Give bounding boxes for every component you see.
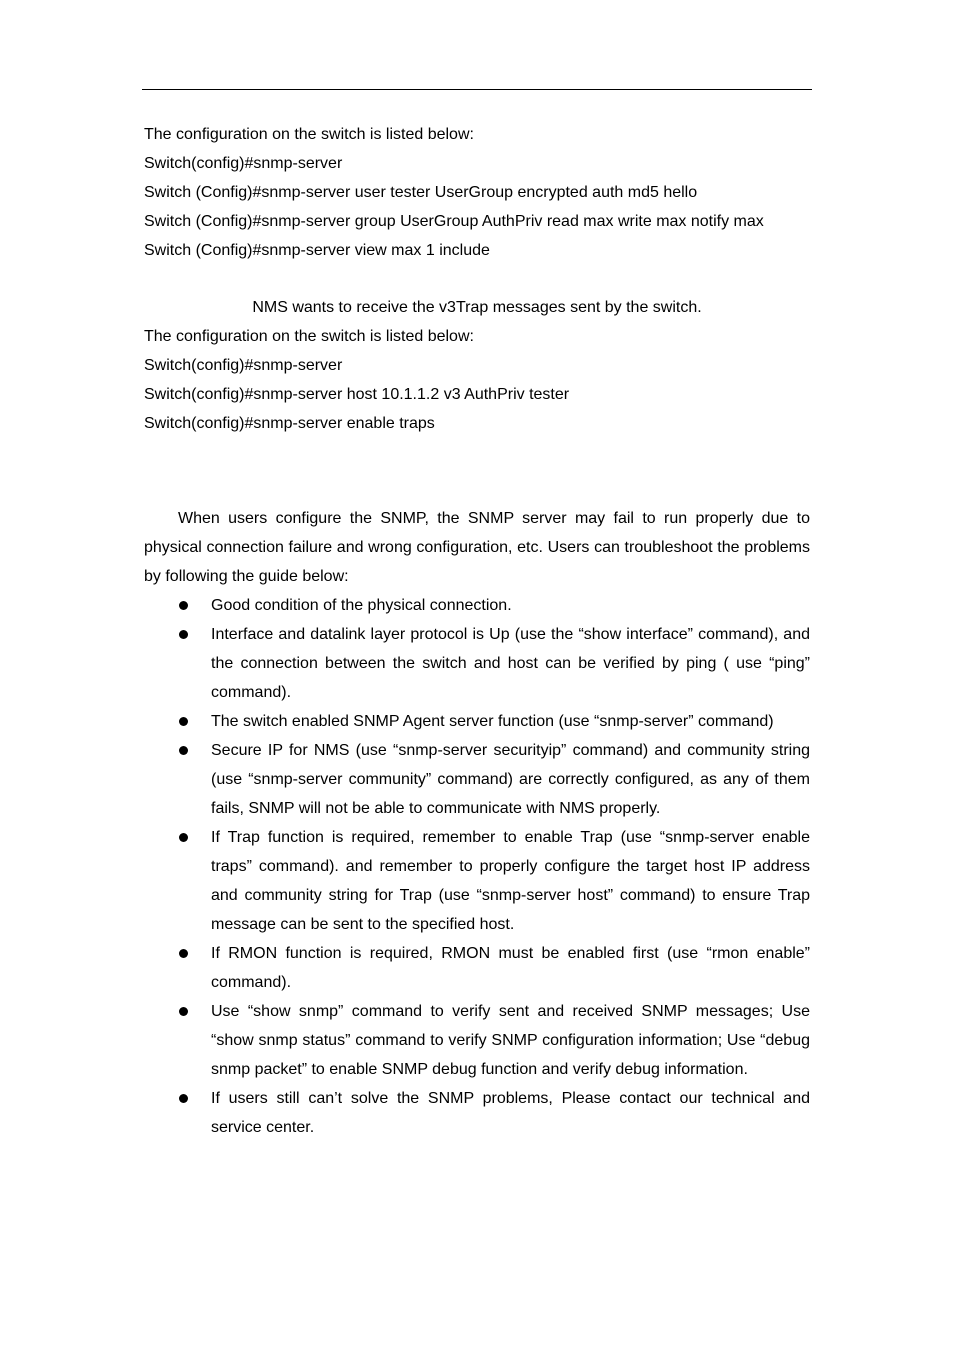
list-item-text: If RMON function is required, RMON must be enabled first (use “rmon enable” command).: [211, 945, 810, 991]
troubleshooting-list: [144, 591, 810, 1142]
spacer: [144, 265, 810, 293]
bullet-icon: [179, 630, 188, 639]
list-item: [144, 823, 810, 939]
config-line: Switch(config)#snmp-server: [144, 155, 343, 172]
config-line: Switch(config)#snmp-server host 10.1.1.2 v3 AuthPriv tester: [144, 386, 570, 403]
troubleshooting-intro: When users configure the SNMP, the SNMP server may fail to run properly due to physical connection failure and wrong configuration, etc. Users can troubleshoot the problems by following the guide below:: [144, 510, 810, 585]
list-item-text: Good condition of the physical connection.: [211, 597, 512, 614]
document-body: [144, 120, 810, 1142]
config-line: Switch (Config)#snmp-server group UserGroup AuthPriv read max write max notify max: [144, 213, 764, 230]
list-item: [144, 736, 810, 823]
config-line: Switch(config)#snmp-server: [144, 357, 343, 374]
list-item-text: The switch enabled SNMP Agent server function (use “snmp-server” command): [211, 713, 774, 730]
bullet-icon: [179, 1094, 188, 1103]
list-item-text: If users still can’t solve the SNMP problems, Please contact our technical and service center.: [211, 1090, 810, 1136]
list-item-text: Secure IP for NMS (use “snmp-server securityip” command) and community string (use “snmp-server community” command) are correctly configured, as any of them fails, SNMP will not be able to communicate with NMS properly.: [211, 742, 810, 817]
spacer: [144, 438, 810, 504]
list-item: [144, 1084, 810, 1142]
list-item-text: If Trap function is required, remember to enable Trap (use “snmp-server enable traps” command). and remember to properly configure the target host IP address and community string for Trap (use “snmp-server host” command) to ensure Trap message can be sent to the specified host.: [211, 829, 810, 933]
list-item-text: Use “show snmp” command to verify sent and received SNMP messages; Use “show snmp status” command to verify SNMP configuration information; Use “debug snmp packet” to enable SNMP debug function and verify debug information.: [211, 1003, 810, 1078]
list-item: [144, 707, 810, 736]
bullet-icon: [179, 833, 188, 842]
bullet-icon: [179, 746, 188, 755]
config-line: Switch(config)#snmp-server enable traps: [144, 415, 435, 432]
list-item: [144, 591, 810, 620]
config-intro-2: The configuration on the switch is listed below:: [144, 328, 474, 345]
header-rule: [142, 89, 812, 90]
list-item: [144, 939, 810, 997]
bullet-icon: [179, 1007, 188, 1016]
config-line: Switch (Config)#snmp-server user tester UserGroup encrypted auth md5 hello: [144, 184, 698, 201]
config-line: Switch (Config)#snmp-server view max 1 include: [144, 242, 490, 259]
bullet-icon: [179, 601, 188, 610]
config-intro-1: The configuration on the switch is listed below:: [144, 126, 474, 143]
list-item: [144, 620, 810, 707]
bullet-icon: [179, 717, 188, 726]
scenario-text: NMS wants to receive the v3Trap messages sent by the switch.: [252, 299, 702, 316]
list-item-text: Interface and datalink layer protocol is Up (use the “show interface” command), and the connection between the switch and host can be verified by ping ( use “ping” command).: [211, 626, 810, 701]
bullet-icon: [179, 949, 188, 958]
list-item: [144, 997, 810, 1084]
